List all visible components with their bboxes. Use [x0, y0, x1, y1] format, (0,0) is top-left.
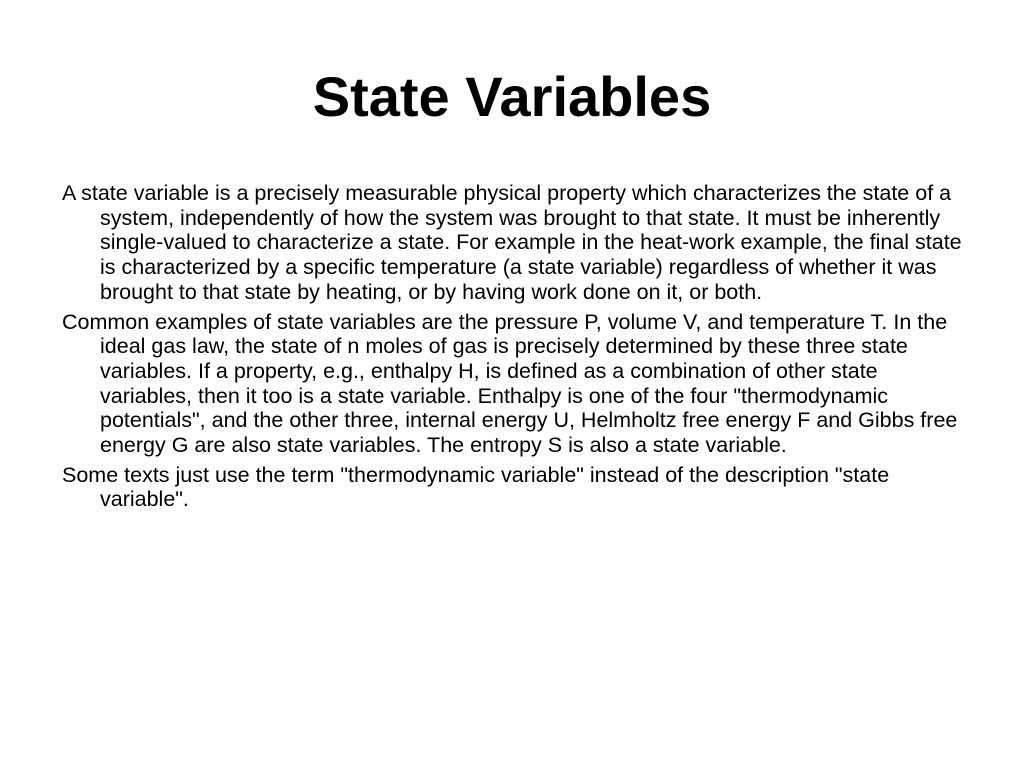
body-paragraph-2: Common examples of state variables are the pressure P, volume V, and temperature T. In the ideal gas law, the state of n moles of gas is precisely determined by these three state variables. If a property, e.g., enthalpy H, is defined as a combination of other state variables, then it too is a state variable. Enthalpy is one of the four "thermodynamic potentials", and the other three, internal energy U, Helmholtz free energy F and Gibbs free energy G are also state variables. The entropy S is also a state variable.: [62, 309, 958, 458]
slide-title: State Variables: [312, 65, 712, 128]
body-paragraph-1: A state variable is a precisely measurable physical property which characterizes the state of a system, independently of how the system was brought to that state. It must be inherently single-valued to characterize a state. For example in the heat-work example, the final state is characterized by a specific temperature (a state variable) regardless of whether it was brought to that state by heating, or by having work done on it, or both.: [62, 181, 962, 304]
body-paragraph-3: Some texts just use the term "thermodynamic variable" instead of the description "state variable".: [62, 462, 890, 512]
slide-body: [62, 181, 966, 517]
